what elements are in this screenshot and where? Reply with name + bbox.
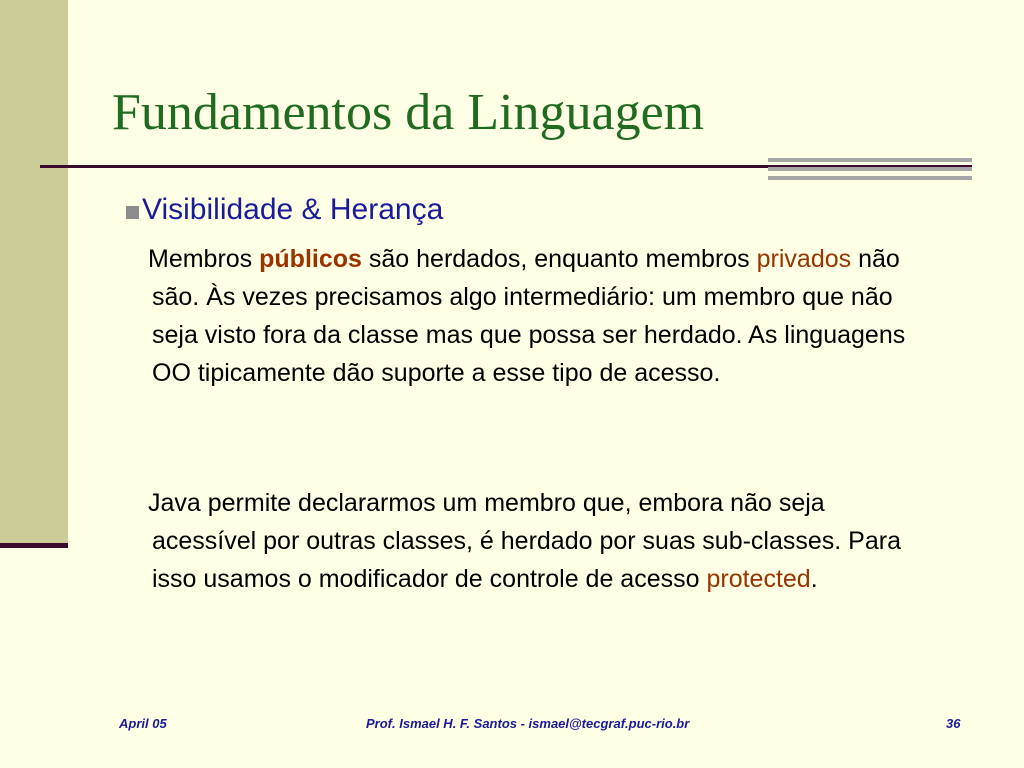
paragraph-2 <box>128 484 928 598</box>
side-accent-bar <box>0 543 68 548</box>
keyword-privados: privados <box>756 245 852 273</box>
paragraph-1-text-end: não são. Às vezes precisamos algo intermediário: um membro que não seja visto fora da classe mas que possa ser herdado. As linguagens OO tipicamente dão suporte a esse tipo de acesso. <box>152 245 906 387</box>
footer-author: Prof. Ismael H. F. Santos - ismael@tecgraf.puc-rio.br <box>366 716 690 731</box>
footer-page-number: 36 <box>946 716 961 731</box>
side-band <box>0 0 68 543</box>
bullet-item <box>126 190 443 230</box>
paragraph-2-text-end: . <box>810 565 818 593</box>
bullet-text: Visibilidade & Herança <box>142 193 444 226</box>
slide-title: Fundamentos da Linguagem <box>112 84 705 141</box>
paragraph-1-text-start: Membros <box>148 245 260 273</box>
paragraph-1-text-mid: são herdados, enquanto membros <box>361 245 750 273</box>
footer-date: April 05 <box>119 716 167 731</box>
paragraph-2-text-start: Java permite declararmos um membro que, embora não seja acessível por outras classes, é herdado por suas sub-classes. Para isso usamos o modificador de controle de acesso <box>148 489 901 593</box>
bullet-square-icon <box>126 206 139 219</box>
title-divider-stripes <box>768 158 972 180</box>
paragraph-1 <box>128 240 928 392</box>
keyword-publicos: públicos <box>259 245 362 273</box>
keyword-protected: protected <box>706 565 811 593</box>
